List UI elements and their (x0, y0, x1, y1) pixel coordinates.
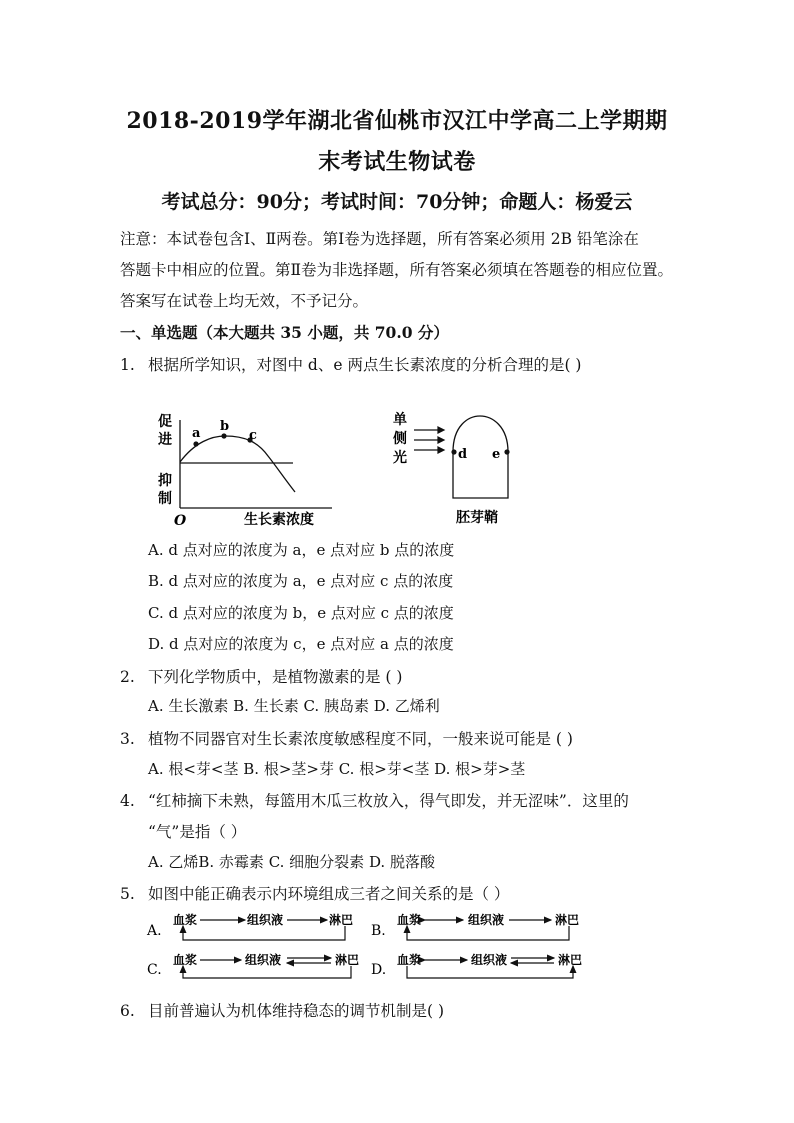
figure-internal-environment (145, 908, 595, 980)
question-text: 根据所学知识，对图中 d、e 两点生长素浓度的分析合理的是( ) (148, 356, 582, 374)
q5-label-b: B. (371, 923, 386, 939)
figure-auxin-curve (150, 408, 340, 530)
question-6 (120, 999, 444, 1021)
node-lymph: 淋巴 (558, 953, 583, 967)
label-b: b (220, 419, 230, 434)
node-plasma: 血浆 (397, 913, 422, 927)
point-e (504, 449, 509, 454)
point-d (451, 449, 456, 454)
node-plasma: 血浆 (173, 913, 198, 927)
q5-label-d: D. (371, 962, 387, 978)
y-label-inhibit-1: 抑 (158, 473, 172, 489)
q1-option-c: C. d 点对应的浓度为 b，e 点对应 c 点的浓度 (148, 604, 454, 622)
section-title: 一、单选题（本大题共 35 小题，共 70.0 分） (120, 323, 449, 342)
q1-option-b: B. d 点对应的浓度为 a，e 点对应 c 点的浓度 (148, 572, 454, 590)
question-text: “红柿摘下未熟，每篮用木瓜三枚放入，得气即发，并无涩味”．这里的 (148, 792, 629, 810)
y-label-inhibit-2: 制 (158, 491, 172, 507)
exam-title-line1: 2018-2019学年湖北省仙桃市汉江中学高二上学期期 (126, 108, 668, 134)
label-c: c (249, 428, 257, 443)
question-2 (120, 665, 402, 687)
point-a (193, 441, 198, 446)
label-d: d (458, 447, 468, 462)
question-number: 4. (120, 792, 135, 810)
question-number: 3. (120, 730, 135, 748)
node-lymph: 淋巴 (555, 913, 580, 927)
question-number: 2. (120, 668, 135, 686)
question-number: 5. (120, 885, 135, 903)
question-4-line2: “气”是指（ ） (148, 823, 247, 841)
exam-title-line2: 末考试生物试卷 (318, 149, 476, 175)
q3-options: A. 根<芽<茎 B. 根>茎>芽 C. 根>芽<茎 D. 根>芽>茎 (148, 760, 526, 778)
y-label-promote-2: 进 (158, 432, 172, 448)
q4-options: A. 乙烯B. 赤霉素 C. 细胞分裂素 D. 脱落酸 (148, 853, 435, 871)
label-a: a (192, 426, 201, 441)
notice-line-2: 答题卡中相应的位置。第Ⅱ卷为非选择题，所有答案必须填在答题卷的相应位置。 (120, 261, 674, 279)
question-number: 6. (120, 1002, 135, 1020)
node-plasma: 血浆 (173, 953, 198, 967)
q5-diagram-a (173, 912, 353, 940)
node-tissue-fluid: 组织液 (247, 913, 284, 927)
q1-option-d: D. d 点对应的浓度为 c，e 点对应 a 点的浓度 (148, 635, 454, 653)
question-3 (120, 727, 573, 749)
question-1 (120, 353, 581, 375)
node-plasma: 血浆 (397, 953, 422, 967)
origin-label: O (174, 513, 187, 529)
label-e: e (492, 447, 501, 462)
question-5 (120, 882, 509, 904)
coleoptile-caption: 胚芽鞘 (456, 510, 498, 526)
figure-coleoptile (388, 408, 528, 530)
node-lymph: 淋巴 (335, 953, 360, 967)
question-text: 目前普遍认为机体维持稳态的调节机制是( ) (148, 1002, 445, 1020)
q5-diagram-d (397, 952, 582, 978)
light-label-1: 单 (393, 412, 407, 428)
node-tissue-fluid: 组织液 (245, 953, 282, 967)
q5-label-a: A. (147, 923, 162, 939)
node-tissue-fluid: 组织液 (468, 913, 505, 927)
exam-meta: 考试总分：90分；考试时间：70分钟；命题人：杨爱云 (161, 191, 633, 213)
node-tissue-fluid: 组织液 (471, 953, 508, 967)
q2-options: A. 生长激素 B. 生长素 C. 胰岛素 D. 乙烯利 (148, 697, 440, 715)
node-lymph: 淋巴 (329, 913, 354, 927)
point-b (221, 433, 226, 438)
x-axis-label: 生长素浓度 (244, 512, 314, 528)
question-text: 植物不同器官对生长素浓度敏感程度不同，一般来说可能是 ( ) (148, 730, 573, 748)
q5-label-c: C. (147, 962, 162, 978)
q1-option-a: A. d 点对应的浓度为 a，e 点对应 b 点的浓度 (148, 541, 455, 559)
y-label-promote-1: 促 (158, 414, 172, 430)
notice-line-3: 答案写在试卷上均无效，不予记分。 (120, 292, 369, 310)
q5-diagram-c (173, 952, 359, 978)
notice-line-1: 注意：本试卷包含Ⅰ、Ⅱ两卷。第Ⅰ卷为选择题，所有答案必须用 2B 铅笔涂在 (120, 230, 639, 248)
q5-diagram-b (397, 912, 579, 940)
question-text: 如图中能正确表示内环境组成三者之间关系的是（ ） (148, 885, 510, 903)
light-arrows (414, 427, 444, 453)
question-4 (120, 789, 629, 811)
question-number: 1. (120, 356, 135, 374)
light-label-2: 侧 (393, 431, 407, 447)
question-text: 下列化学物质中，是植物激素的是 ( ) (148, 668, 403, 686)
light-label-3: 光 (393, 450, 407, 466)
